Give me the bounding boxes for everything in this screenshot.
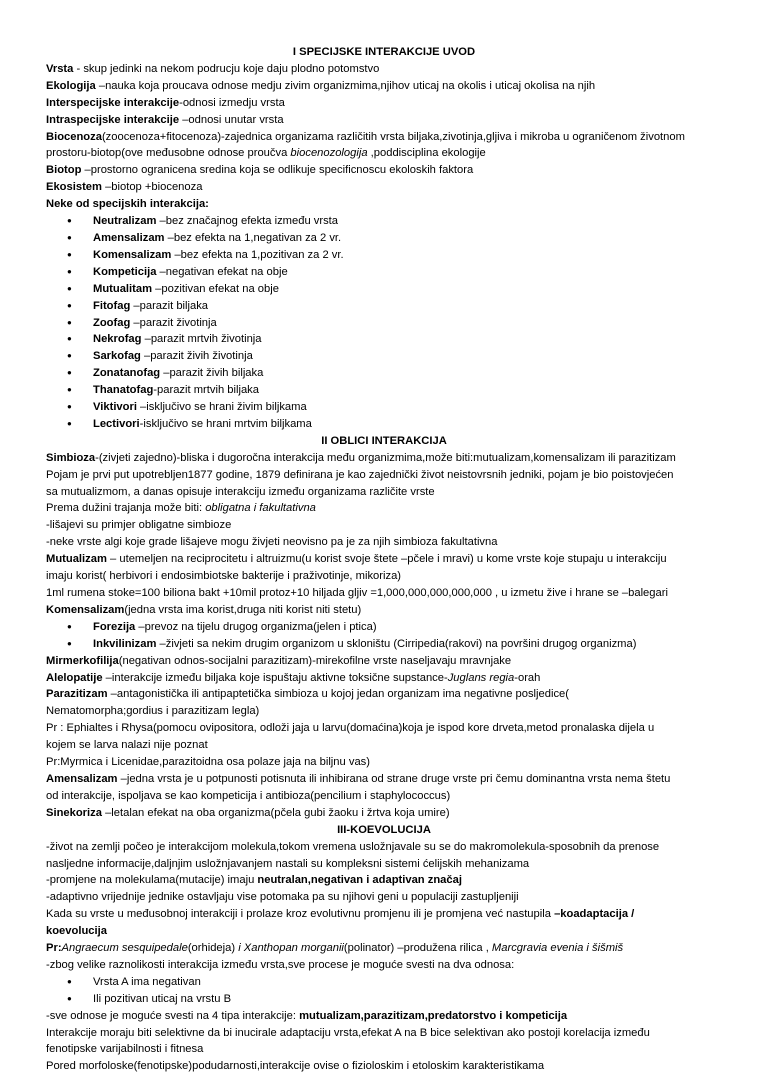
- definition-text: –parazit živih biljaka: [160, 367, 264, 380]
- definition-intraspecijske: [46, 112, 722, 129]
- paragraph-line: kojem se larva nalazi nije poznat: [46, 739, 208, 752]
- list-item: [46, 619, 722, 636]
- list-heading: Neke od specijskih interakcija:: [46, 198, 209, 211]
- definition-text: -parazit mrtvih biljaka: [153, 384, 259, 397]
- species-name: Angraecum sesquipedale: [61, 942, 188, 955]
- list-item: [46, 247, 722, 264]
- paragraph-line: -život na zemlji počeo je interakcijom molekula,tokom vremena usložnjavale su se do makromolekula-sposobnih da prenose: [46, 840, 660, 853]
- definition-biocenoza: [46, 129, 722, 146]
- definition-text: –negativan efekat na obje: [156, 265, 288, 278]
- list-item: [46, 416, 722, 433]
- komensalizam-list: [46, 619, 722, 653]
- definition-text: -(zivjeti zajedno)-bliska i dugoročna interakcija među organizmima,može biti:mutualizam,komensalizam ili parazitizam: [95, 451, 676, 464]
- definition-text: –prostorno ogranicena sredina koja se odlikuje specificnoscu ekoloskih faktora: [81, 164, 474, 177]
- species-name: Juglans regia: [447, 671, 515, 684]
- definition-text: -isključivo se hrani mrtvim biljkama: [139, 417, 312, 430]
- definition-text: –bez efekta na 1,negativan za 2 vr.: [164, 231, 342, 244]
- paragraph-line: [46, 906, 722, 923]
- list-item: [46, 213, 722, 230]
- list-item: [46, 264, 722, 281]
- definition-text: - skup jedinki na nekom podrucju koje daju plodno potomstvo: [73, 62, 380, 75]
- definition-text: (zoocenoza+fitocenoza)-zajednica organizama različitih vrsta biljaka,zivotinja,gljiva i mikroba u ograničenom životnom: [101, 130, 685, 143]
- term: Interspecijske interakcije: [46, 96, 180, 109]
- term: Mutualitam: [93, 282, 153, 295]
- term: Zoofag: [93, 316, 131, 329]
- definition-text: –isključivo se hrani živim biljkama: [136, 401, 307, 414]
- definition-sinekoriza: [46, 805, 722, 822]
- paragraph-line: [46, 872, 722, 889]
- text: -sve odnose je moguće svesti na 4 tipa interakcije:: [46, 1009, 300, 1022]
- list-item: [46, 399, 722, 416]
- term: Zonatanofag: [93, 367, 161, 380]
- paragraph-line: Nematomorpha;gordius i parazitizam legla): [46, 705, 260, 718]
- definition-mirmekofilija: [46, 653, 722, 670]
- term: Nekrofag: [93, 333, 142, 346]
- definition-text: –parazit biljaka: [130, 299, 209, 312]
- text-bold: –koadaptacija /: [554, 908, 635, 921]
- definition-simbioza: [46, 450, 722, 467]
- list-item: [46, 382, 722, 399]
- species-name: Marcgravia evenia i šišmiš: [491, 942, 624, 955]
- list-item: [46, 365, 722, 382]
- section-title-3: III-KOEVOLUCIJA: [337, 823, 431, 836]
- text-italic: biocenozologija: [290, 147, 368, 160]
- text: (polinator) –produžena rilica ,: [343, 942, 492, 955]
- list-item: [46, 315, 722, 332]
- definition-text: –bez značajnog efekta između vrsta: [156, 215, 339, 228]
- definition-text: (negativan odnos-socijalni parazitizam)-mirekofilne vrste naseljavaju mravnjake: [118, 654, 512, 667]
- text-bold: Pr:: [46, 942, 62, 955]
- text: -promjene na molekulama(mutacije) imaju: [46, 874, 258, 887]
- term: Ekosistem: [46, 181, 102, 194]
- definition-ekologija: [46, 78, 722, 95]
- definition-text: –interakcije između biljaka koje ispuštaju aktivne toksične supstance-: [102, 671, 448, 684]
- term: Amensalizam: [46, 772, 118, 785]
- term: Biotop: [46, 164, 82, 177]
- term: Fitofag: [93, 299, 131, 312]
- paragraph-line: Pojam je prvi put upotrebljen1877 godine, 1879 definirana je kao zajednički život neistovrsnih jedniki, pojam je bio poistovjećen: [46, 468, 674, 481]
- paragraph-line: 1ml rumena stoke=100 biliona bakt +10mil protoz+10 hiljada gljiv =1,000,000,000,000,000 , u izmetu žive i hrane se –balegari: [46, 587, 668, 599]
- definition-text: –biotop +biocenoza: [101, 181, 203, 194]
- paragraph-line: Interakcije moraju biti selektivne da bi inucirale adaptaciju vrsta,efekat A na B bice selektivan ako postoji korelacija između: [46, 1026, 650, 1039]
- paragraph-line: sa mutualizmom, a danas opisuje interakciju između organizama različite vrste: [46, 485, 435, 498]
- species-name: i Xanthopan morganii: [238, 942, 344, 955]
- definition-text: (jedna vrsta ima korist,druga niti korist niti stetu): [124, 603, 362, 616]
- term: Forezija: [93, 620, 136, 633]
- term: Intraspecijske interakcije: [46, 113, 180, 126]
- text-bold: mutualizam,parazitizam,predatorstvo i kompeticija: [299, 1009, 568, 1022]
- paragraph-line: od interakcije, ispoljava se kao kompeticija i antibioza(pencilium i staphylococcus): [46, 789, 451, 802]
- definition-komensalizam: [46, 602, 722, 619]
- paragraph-line: Pr:Myrmica i Licenidae,parazitoidna osa polaze jaja na biljnu vas): [46, 756, 370, 769]
- definition-text: -odnosi izmedju vrsta: [179, 96, 285, 109]
- section-title-2: II OBLICI INTERAKCIJA: [321, 434, 447, 447]
- definition-text: –parazit životinja: [130, 316, 217, 329]
- definition-text: – utemeljen na reciprocitetu i altruizmu(u korist svoje štete –pčele i mravi) u kome vrste koje stupaju u interakciju: [106, 553, 667, 566]
- term: Mutualizam: [46, 553, 107, 566]
- term: Simbioza: [46, 451, 96, 464]
- paragraph-line: [46, 500, 722, 517]
- paragraph-line: imaju korist( herbivori i endosimbiotske bakterije i praživotinje, mikoriza): [46, 570, 402, 583]
- definition-text: –pozitivan efekat na obje: [152, 282, 279, 295]
- definition-text: –živjeti sa nekim drugim organizom u skloništu (Cirripedia(rakovi) na površini drugog organizma): [156, 637, 637, 650]
- list-item: [46, 348, 722, 365]
- list-item: [46, 331, 722, 348]
- paragraph-line: koevolucija: [46, 925, 107, 938]
- paragraph-line: Pored morfoloske(fenotipske)podudarnosti,interakcije ovise o fizioloskim i etoloskim karakteristikama: [46, 1060, 545, 1073]
- definition-biocenoza-cont: [46, 145, 722, 162]
- term: Alelopatije: [46, 671, 103, 684]
- term: Neutralizam: [93, 215, 157, 228]
- definition-vrsta: [46, 61, 722, 78]
- term: Ekologija: [46, 79, 96, 92]
- text: ,poddisciplina ekologije: [367, 147, 486, 160]
- term: Inkvilinizam: [93, 637, 157, 650]
- text: Prema dužini trajanja može biti:: [46, 502, 206, 515]
- term: Komensalizam: [93, 248, 172, 261]
- term: Viktivori: [93, 401, 137, 414]
- text: Kada su vrste u međusobnoj interakciji i prolaze kroz evolutivnu promjenu ili je promjena već nastupila: [46, 908, 555, 921]
- term: Sarkofag: [93, 350, 141, 363]
- term: Sinekoriza: [46, 806, 102, 819]
- text: (orhideja): [187, 942, 239, 955]
- interaction-types-list: [46, 213, 722, 433]
- definition-parazitizam: [46, 686, 722, 703]
- term: Vrsta: [46, 62, 74, 75]
- paragraph-line: fenotipske varijabilnosti i fitnesa: [46, 1043, 204, 1056]
- definition-text: –parazit živih životinja: [140, 350, 253, 363]
- paragraph-line: -zbog velike raznolikosti interakcija između vrsta,sve procese je moguće svesti na dva odnosa:: [46, 958, 515, 971]
- list-item: [46, 298, 722, 315]
- definition-alelopatije: [46, 670, 722, 687]
- text-bold: neutralan,negativan i adaptivan značaj: [257, 874, 462, 887]
- definition-amensalizam: [46, 771, 722, 788]
- text: prostoru-biotop(ove međusobne odnose proučva: [46, 147, 291, 160]
- definition-text: –bez efekta na 1,pozitivan za 2 vr.: [171, 248, 344, 261]
- relation-list: [46, 974, 722, 1008]
- definition-text: –antagonistička ili antipaptetička simbioza u kojoj jedan organizam ima negativne posljedice(: [107, 688, 569, 701]
- paragraph-line: nasljedne informacije,daljnjim usložnjavanjem nastali su kompleksni sistemi ćelijskih mehanizama: [46, 857, 530, 870]
- definition-text: –nauka koja proucava odnose medju zivim organizmima,njihov uticaj na okolis i uticaj okolisa na njih: [95, 79, 596, 92]
- definition-interspecijske: [46, 95, 722, 112]
- paragraph-line: Pr : Ephialtes i Rhysa(pomocu ovipositora, odloži jaja u larvu(domaćina)koja je ispod kore drveta,metod pronalaska dijela u: [46, 722, 655, 735]
- paragraph-line: -neke vrste algi koje grade lišajeve mogu živjeti neovisno pa je za njih simbioza fakultativna: [46, 536, 498, 549]
- definition-text: –odnosi unutar vrsta: [179, 113, 284, 126]
- term: Thanatofag: [93, 384, 154, 397]
- term: Biocenoza: [46, 130, 102, 143]
- term: Parazitizam: [46, 688, 108, 701]
- definition-text: –letalan efekat na oba organizma(pčela gubi žaoku i žrtva koja umire): [101, 806, 450, 819]
- term: Amensalizam: [93, 231, 165, 244]
- definition-biotop: [46, 162, 722, 179]
- paragraph-line: [46, 1008, 722, 1025]
- definition-mutualizam: [46, 551, 722, 568]
- paragraph-line: -adaptivno vrijednije jednike ostavljaju vise potomaka pa su njihovi geni u populaciji zastupljeniji: [46, 891, 519, 904]
- term: Lectivori: [93, 417, 140, 430]
- list-item: ● Vrsta A ima negativan: [46, 974, 722, 991]
- paragraph-line: [46, 940, 722, 957]
- section-title-1: I SPECIJSKE INTERAKCIJE UVOD: [292, 46, 476, 58]
- list-item: [46, 281, 722, 298]
- definition-ekosistem: [46, 179, 722, 196]
- term: Kompeticija: [93, 265, 157, 278]
- term: Komensalizam: [46, 603, 125, 616]
- definition-text: –parazit mrtvih životinja: [141, 333, 262, 346]
- text-italic: obligatna i fakultativna: [205, 502, 316, 515]
- term: Mirmerkofilija: [46, 654, 119, 667]
- definition-text: –jedna vrsta je u potpunosti potisnuta ili inhibirana od strane druge vrste pri čemu dominantna vrsta nema štetu: [117, 772, 671, 785]
- list-item: [46, 636, 722, 653]
- list-item: ● Ili pozitivan uticaj na vrstu B: [46, 991, 722, 1008]
- definition-text: –prevoz na tijelu drugog organizma(jelen i ptica): [135, 620, 377, 633]
- paragraph-line: -lišajevi su primjer obligatne simbioze: [46, 519, 232, 532]
- list-item: [46, 230, 722, 247]
- text: -orah: [514, 671, 541, 684]
